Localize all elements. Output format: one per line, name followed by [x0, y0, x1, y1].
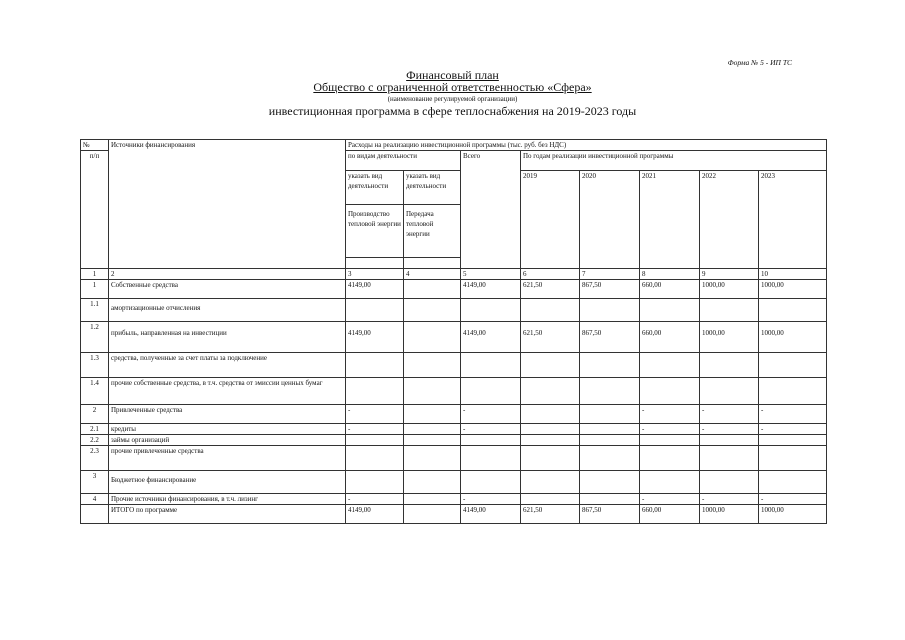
row-number: 1 — [81, 280, 109, 299]
cell-2019: 621,50 — [521, 322, 580, 353]
cell-activity-1 — [346, 353, 404, 378]
cell-2022: - — [700, 494, 759, 505]
row-number: 1.4 — [81, 378, 109, 405]
column-numbers-row — [81, 269, 827, 280]
cell-2019: 621,50 — [521, 280, 580, 299]
cell-2022 — [700, 446, 759, 471]
total-2021: 660,00 — [640, 505, 700, 524]
row-number: 2.1 — [81, 424, 109, 435]
cell-total — [461, 446, 521, 471]
total-activity-2 — [404, 505, 461, 524]
cell-activity-2 — [404, 494, 461, 505]
header-total-cell: Всего — [461, 151, 521, 269]
cell-2021: - — [640, 494, 700, 505]
row-source-name: Прочие источники финансирования, в т.ч. лизинг — [109, 494, 346, 505]
cell-2020 — [580, 494, 640, 505]
header-by-activity-cell: по видам деятельности — [346, 151, 461, 171]
cell-2020 — [580, 353, 640, 378]
row-source-name: прибыль, направленная на инвестиции — [109, 322, 346, 353]
column-number-cell: 6 — [521, 269, 580, 280]
header-by-year-cell: По годам реализации инвестиционной программы — [521, 151, 827, 171]
cell-2023: - — [759, 494, 827, 505]
cell-activity-1: - — [346, 424, 404, 435]
cell-2022 — [700, 299, 759, 322]
total-2019: 621,50 — [521, 505, 580, 524]
cell-activity-1 — [346, 299, 404, 322]
row-source-name: Бюджетное финансирование — [109, 471, 346, 494]
cell-2022: - — [700, 424, 759, 435]
cell-2023 — [759, 471, 827, 494]
table-row — [81, 299, 827, 322]
cell-total: 4149,00 — [461, 280, 521, 299]
header-year-2023: 2023 — [759, 171, 827, 269]
cell-activity-1 — [346, 446, 404, 471]
financial-plan-table — [80, 139, 827, 524]
row-source-name: займы организаций — [109, 435, 346, 446]
cell-total: 4149,00 — [461, 322, 521, 353]
cell-2020 — [580, 435, 640, 446]
cell-2020 — [580, 405, 640, 424]
header-activity-2-name: Передача тепловой энергии — [404, 205, 461, 258]
cell-2019 — [521, 446, 580, 471]
row-source-name: амортизационные отчисления — [109, 299, 346, 322]
cell-2023: 1000,00 — [759, 280, 827, 299]
table-row — [81, 494, 827, 505]
total-2023: 1000,00 — [759, 505, 827, 524]
cell-2019 — [521, 378, 580, 405]
header-number-cell: № — [81, 140, 109, 151]
cell-activity-2 — [404, 299, 461, 322]
cell-2021: - — [640, 405, 700, 424]
cell-activity-2 — [404, 378, 461, 405]
cell-2023 — [759, 299, 827, 322]
header-year-2020: 2020 — [580, 171, 640, 269]
cell-2022: - — [700, 405, 759, 424]
organization-name: Общество с ограниченной ответственностью «Сфера» — [313, 80, 592, 94]
row-number: 1.1 — [81, 299, 109, 322]
row-source-name: Привлеченные средства — [109, 405, 346, 424]
table-row — [81, 446, 827, 471]
cell-2023: - — [759, 405, 827, 424]
cell-activity-1: 4149,00 — [346, 322, 404, 353]
header-spacer-cell — [346, 258, 404, 269]
table-row — [81, 322, 827, 353]
cell-activity-2 — [404, 424, 461, 435]
row-number: 2 — [81, 405, 109, 424]
cell-total — [461, 471, 521, 494]
header-row-1 — [81, 140, 827, 151]
cell-total: - — [461, 424, 521, 435]
organization-caption: (наименование регулируемой организации) — [387, 95, 518, 103]
column-number-cell: 7 — [580, 269, 640, 280]
total-number-cell — [81, 505, 109, 524]
table-row — [81, 435, 827, 446]
header-sources-cell: Источники финансирования — [109, 140, 346, 269]
cell-2020 — [580, 471, 640, 494]
cell-activity-1: - — [346, 405, 404, 424]
cell-2020 — [580, 446, 640, 471]
cell-activity-2 — [404, 446, 461, 471]
cell-2019 — [521, 424, 580, 435]
table-row — [81, 378, 827, 405]
cell-activity-1 — [346, 435, 404, 446]
cell-2019 — [521, 471, 580, 494]
cell-2020 — [580, 378, 640, 405]
header-activity-1-cell: указать вид деятельности — [346, 171, 404, 205]
cell-2023: - — [759, 424, 827, 435]
cell-activity-1: - — [346, 494, 404, 505]
cell-2020: 867,50 — [580, 322, 640, 353]
table-row — [81, 424, 827, 435]
cell-activity-2 — [404, 280, 461, 299]
header-expenses-cell: Расходы на реализацию инвестиционной программы (тыс. руб. без НДС) — [346, 140, 827, 151]
row-number: 4 — [81, 494, 109, 505]
cell-2022 — [700, 435, 759, 446]
column-number-cell: 9 — [700, 269, 759, 280]
cell-activity-2 — [404, 353, 461, 378]
column-number-cell: 2 — [109, 269, 346, 280]
table-row — [81, 280, 827, 299]
total-total: 4149,00 — [461, 505, 521, 524]
table-row — [81, 405, 827, 424]
table-row — [81, 471, 827, 494]
cell-2021 — [640, 378, 700, 405]
cell-2019 — [521, 405, 580, 424]
total-2022: 1000,00 — [700, 505, 759, 524]
cell-2023 — [759, 378, 827, 405]
cell-2021 — [640, 299, 700, 322]
cell-2021: 660,00 — [640, 322, 700, 353]
cell-activity-2 — [404, 471, 461, 494]
cell-2022 — [700, 378, 759, 405]
cell-2020: 867,50 — [580, 280, 640, 299]
cell-total — [461, 378, 521, 405]
cell-total — [461, 435, 521, 446]
cell-activity-2 — [404, 322, 461, 353]
cell-2021 — [640, 353, 700, 378]
cell-2019 — [521, 435, 580, 446]
cell-activity-1 — [346, 378, 404, 405]
row-number: 2.2 — [81, 435, 109, 446]
program-title: инвестиционная программа в сфере теплоснабжения на 2019-2023 годы — [268, 104, 637, 118]
row-source-name: прочие собственные средства, в т.ч. средства от эмиссии ценных бумаг — [109, 378, 346, 405]
cell-2021 — [640, 471, 700, 494]
cell-activity-2 — [404, 435, 461, 446]
column-number-cell: 4 — [404, 269, 461, 280]
row-source-name: кредиты — [109, 424, 346, 435]
cell-2020 — [580, 424, 640, 435]
cell-2022: 1000,00 — [700, 280, 759, 299]
cell-2021 — [640, 446, 700, 471]
cell-total: - — [461, 405, 521, 424]
cell-total: - — [461, 494, 521, 505]
cell-activity-1 — [346, 471, 404, 494]
cell-total — [461, 353, 521, 378]
row-source-name: прочие привлеченные средства — [109, 446, 346, 471]
cell-2021: - — [640, 424, 700, 435]
form-number: Форма № 5 - ИП ТС — [727, 58, 792, 67]
column-number-cell: 1 — [81, 269, 109, 280]
document-title: Финансовый план — [406, 68, 499, 82]
column-number-cell: 3 — [346, 269, 404, 280]
cell-2019 — [521, 299, 580, 322]
total-label: ИТОГО по программе — [109, 505, 346, 524]
cell-2019 — [521, 494, 580, 505]
column-number-cell: 8 — [640, 269, 700, 280]
total-row — [81, 505, 827, 524]
cell-2021: 660,00 — [640, 280, 700, 299]
header-activity-1-name: Производство тепловой энергии — [346, 205, 404, 258]
header-year-2021: 2021 — [640, 171, 700, 269]
row-source-name: средства, полученные за счет платы за подключение — [109, 353, 346, 378]
column-number-cell: 10 — [759, 269, 827, 280]
cell-2023 — [759, 435, 827, 446]
header-activity-2-cell: указать вид деятельности — [404, 171, 461, 205]
total-2020: 867,50 — [580, 505, 640, 524]
cell-2023: 1000,00 — [759, 322, 827, 353]
cell-2023 — [759, 353, 827, 378]
cell-activity-2 — [404, 405, 461, 424]
header-spacer-cell — [404, 258, 461, 269]
table-row — [81, 353, 827, 378]
cell-2020 — [580, 299, 640, 322]
cell-activity-1: 4149,00 — [346, 280, 404, 299]
header-pp-cell: п/п — [81, 151, 109, 269]
header-year-2019: 2019 — [521, 171, 580, 269]
row-source-name: Собственные средства — [109, 280, 346, 299]
row-number: 2.3 — [81, 446, 109, 471]
cell-2022: 1000,00 — [700, 322, 759, 353]
cell-total — [461, 299, 521, 322]
cell-2022 — [700, 353, 759, 378]
row-number: 1.3 — [81, 353, 109, 378]
cell-2023 — [759, 446, 827, 471]
cell-2022 — [700, 471, 759, 494]
row-number: 3 — [81, 471, 109, 494]
cell-2019 — [521, 353, 580, 378]
header-year-2022: 2022 — [700, 171, 759, 269]
column-number-cell: 5 — [461, 269, 521, 280]
total-activity-1: 4149,00 — [346, 505, 404, 524]
cell-2021 — [640, 435, 700, 446]
row-number: 1.2 — [81, 322, 109, 353]
